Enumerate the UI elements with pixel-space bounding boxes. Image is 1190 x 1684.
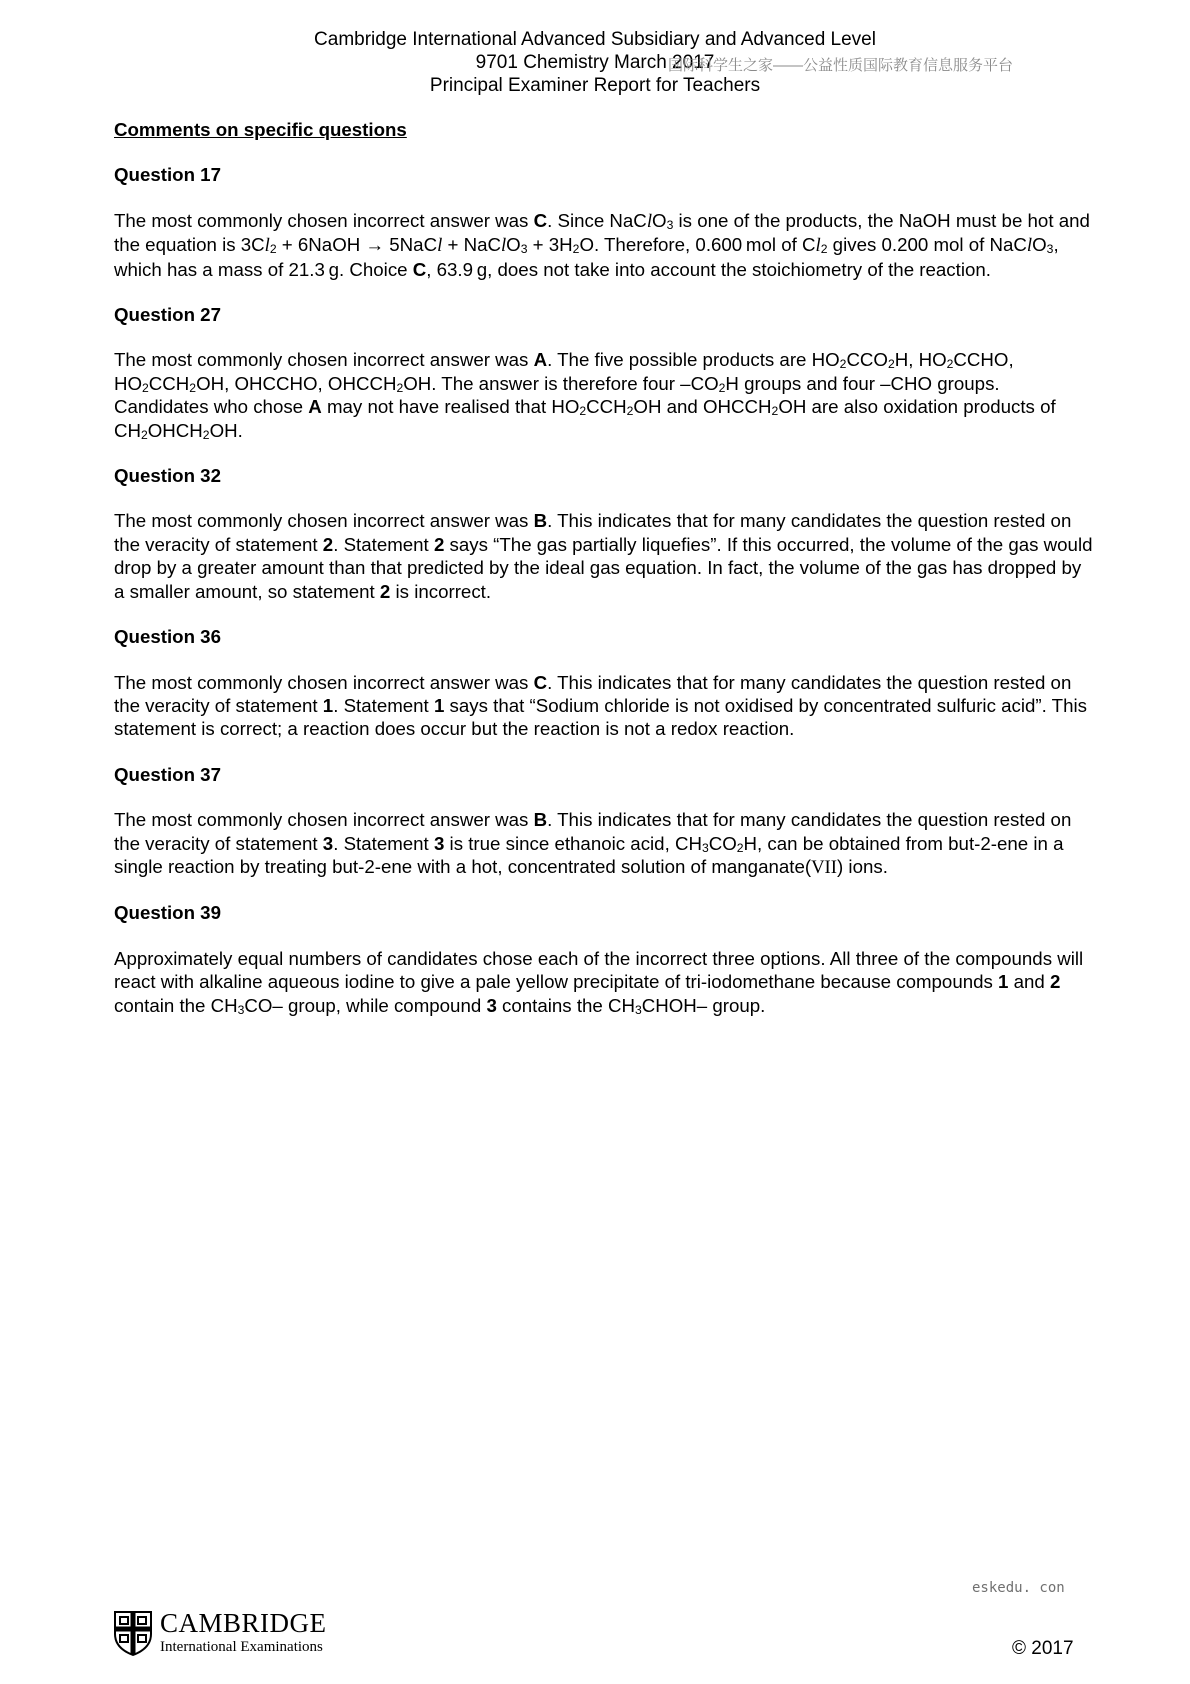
text-run: OH. The answer is therefore four –CO bbox=[403, 372, 719, 394]
section-title: Comments on specific questions bbox=[114, 119, 407, 140]
subscript-text: 2 bbox=[946, 357, 954, 372]
question-27-comment bbox=[114, 348, 1094, 442]
bold-text: C bbox=[533, 209, 548, 231]
bold-text: 3 bbox=[433, 832, 445, 854]
text-run: OH, OHCCHO, OHCCH bbox=[196, 372, 397, 394]
subscript-text: 2 bbox=[887, 357, 895, 372]
question-heading: Question 17 bbox=[114, 164, 221, 186]
subscript-text: 3 bbox=[520, 242, 528, 257]
subscript-text: 2 bbox=[839, 357, 847, 372]
subscript-text: 2 bbox=[202, 427, 210, 442]
report-body bbox=[114, 118, 1094, 1017]
text-run: + 3H bbox=[527, 234, 573, 256]
header-line-2: 9701 Chemistry March 2017 bbox=[475, 52, 715, 73]
text-run: l bbox=[815, 235, 821, 257]
text-run: CO– group, while compound bbox=[244, 994, 487, 1016]
header-line-3: Principal Examiner Report for Teachers bbox=[429, 75, 761, 96]
text-run: . This indicates that for many candidates the question rested on the veracity of statement bbox=[114, 510, 1072, 555]
bold-text: B bbox=[533, 809, 548, 831]
text-run: The most commonly chosen incorrect answer was bbox=[114, 209, 534, 231]
text-run: may not have realised that HO bbox=[321, 396, 580, 418]
bold-text: A bbox=[308, 396, 322, 418]
text-run: The most commonly chosen incorrect answer was bbox=[114, 510, 534, 532]
subscript-text: 2 bbox=[572, 242, 580, 257]
question-37-comment bbox=[114, 808, 1094, 879]
question-heading: Question 32 bbox=[114, 465, 221, 487]
text-run: OH are also oxidation products of CH bbox=[114, 396, 1056, 441]
subscript-text: 2 bbox=[396, 380, 404, 395]
text-run: is true since ethanoic acid, CH bbox=[444, 832, 702, 854]
subscript-text: 2 bbox=[142, 380, 149, 395]
text-run: H groups and four –CHO groups. Candidates who chose bbox=[114, 372, 1000, 418]
subscript-text: 2 bbox=[141, 427, 148, 442]
bold-text: 1 bbox=[322, 694, 334, 716]
text-run: ) ions. bbox=[837, 855, 888, 877]
text-run: VII bbox=[811, 856, 838, 878]
text-run: OHCH bbox=[147, 419, 203, 441]
text-run: . The five possible products are HO bbox=[547, 349, 840, 371]
question-heading: Question 27 bbox=[114, 304, 221, 326]
text-run: l bbox=[646, 210, 653, 232]
text-run: The most commonly chosen incorrect answer was bbox=[114, 809, 534, 831]
bold-text: A bbox=[533, 349, 548, 371]
question-heading: Question 39 bbox=[114, 902, 221, 924]
text-run: OH. bbox=[209, 419, 243, 441]
text-run: . Statement bbox=[333, 694, 434, 716]
text-run: CHOH– group. bbox=[641, 994, 766, 1016]
bold-text: 2 bbox=[322, 533, 334, 555]
subscript-text: 2 bbox=[269, 242, 277, 257]
crest-icon bbox=[113, 1610, 153, 1656]
text-run: The most commonly chosen incorrect answer was bbox=[114, 349, 534, 371]
text-run: l bbox=[1026, 235, 1033, 257]
bold-text: C bbox=[412, 258, 427, 280]
subscript-text: 2 bbox=[718, 380, 726, 395]
text-run: says “The gas partially liquefies”. If this occurred, the volume of the gas would drop by a greater amount than that predicted by the ideal gas equation. In fact, the volume of the gas has dropped by a smaller amount, so statement bbox=[114, 533, 1093, 602]
text-run: Approximately equal numbers of candidates chose each of the incorrect three options. All three of the compounds will react with alkaline aqueous iodine to give a pale yellow precipitate of tri-iodomethane because compounds bbox=[114, 947, 1084, 993]
subscript-text: 2 bbox=[189, 380, 197, 395]
text-run: l bbox=[500, 235, 507, 257]
text-run: l bbox=[437, 235, 443, 257]
question-39-comment bbox=[114, 947, 1094, 1017]
logo-subtitle: International Examinations bbox=[160, 1639, 323, 1655]
bold-text: 2 bbox=[433, 533, 445, 555]
text-run: and bbox=[1008, 971, 1051, 993]
bold-text: C bbox=[533, 671, 548, 693]
text-run: contains the CH bbox=[496, 994, 635, 1016]
bold-text: 3 bbox=[486, 994, 497, 1016]
bold-text: 3 bbox=[322, 832, 334, 854]
text-run: CCH bbox=[586, 396, 627, 418]
text-run: CO bbox=[708, 832, 737, 854]
text-run: OH and OHCCH bbox=[633, 396, 772, 418]
bold-text: 2 bbox=[1050, 971, 1061, 993]
text-run: + NaC bbox=[442, 234, 501, 256]
text-run: contain the CH bbox=[114, 994, 238, 1016]
text-run: says that “Sodium chloride is not oxidised by concentrated sulfuric acid”. This statement is correct; a reaction does occur but the reaction is not a redox reaction. bbox=[114, 694, 1087, 740]
question-heading: Question 37 bbox=[114, 763, 221, 785]
subscript-text: 3 bbox=[1046, 242, 1054, 257]
question-32-comment bbox=[114, 509, 1094, 603]
question-17-comment bbox=[114, 209, 1094, 281]
copyright-notice: © 2017 bbox=[1012, 1638, 1074, 1659]
site-watermark: eskedu. con bbox=[972, 1580, 1065, 1596]
text-run: H, HO bbox=[894, 349, 947, 371]
subscript-text: 3 bbox=[237, 1002, 245, 1017]
logo-wordmark: CAMBRIDGE bbox=[160, 1608, 327, 1638]
text-run: , which has a mass of 21.3 g. Choice bbox=[114, 234, 1059, 280]
text-run: is one of the products, the NaOH must be hot and the equation is 3C bbox=[114, 209, 1090, 256]
bold-text: 2 bbox=[379, 580, 391, 602]
subscript-text: 2 bbox=[771, 404, 779, 419]
bold-text: 1 bbox=[433, 694, 445, 716]
subscript-text: 2 bbox=[736, 840, 744, 855]
subscript-text: 2 bbox=[820, 242, 828, 257]
subscript-text: 3 bbox=[635, 1002, 642, 1017]
subscript-text: 2 bbox=[626, 404, 634, 419]
text-run: CCH bbox=[148, 372, 190, 394]
watermark: 国际科学生之家——公益性质国际教育信息服务平台 bbox=[668, 57, 1014, 74]
text-run: . Statement bbox=[333, 832, 434, 854]
text-run: H, can be obtained from but-2-ene in a single reaction by treating but-2-ene with a hot, concentrated solution of manganate( bbox=[114, 832, 1064, 877]
text-run: O bbox=[506, 234, 521, 256]
text-run: CCO bbox=[846, 349, 888, 371]
text-run: , 63.9 g, does not take into account the stoichiometry of the reaction. bbox=[426, 258, 991, 280]
bold-text: 1 bbox=[998, 971, 1009, 993]
subscript-text: 2 bbox=[579, 404, 587, 419]
header-line-1: Cambridge International Advanced Subsidiary and Advanced Level bbox=[314, 29, 876, 50]
text-run: . This indicates that for many candidates the question rested on the veracity of statement bbox=[114, 671, 1072, 716]
text-run: CCHO, HO bbox=[114, 349, 1014, 394]
subscript-text: 3 bbox=[666, 217, 674, 232]
text-run: O bbox=[1032, 234, 1047, 256]
text-run: + 6NaOH → 5NaC bbox=[276, 234, 438, 256]
text-run: gives 0.200 mol of NaC bbox=[827, 234, 1027, 256]
bold-text: B bbox=[533, 510, 548, 532]
question-heading: Question 36 bbox=[114, 626, 221, 648]
text-run: l bbox=[264, 235, 270, 257]
text-run: . This indicates that for many candidates the question rested on the veracity of statement bbox=[114, 809, 1072, 854]
text-run: is incorrect. bbox=[390, 580, 492, 602]
text-run: . Since NaC bbox=[547, 209, 647, 231]
subscript-text: 3 bbox=[701, 840, 709, 855]
text-run: O bbox=[652, 209, 667, 231]
text-run: The most commonly chosen incorrect answer was bbox=[114, 671, 534, 693]
text-run: . Statement bbox=[333, 533, 434, 555]
question-36-comment bbox=[114, 671, 1094, 741]
text-run: O. Therefore, 0.600 mol of C bbox=[579, 234, 816, 256]
